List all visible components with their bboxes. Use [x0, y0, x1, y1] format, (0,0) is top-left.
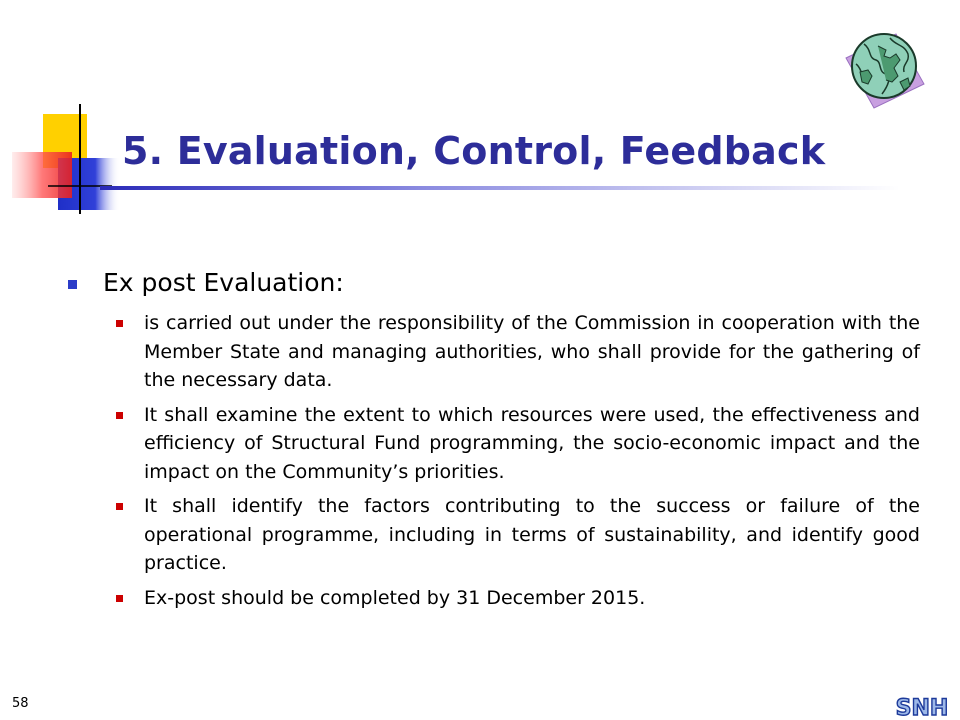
globe-icon	[838, 28, 928, 114]
list-item-text: is carried out under the responsibility of the Commission in cooperation with the Member State and managing authorities, who shall provide for the gathering of the necessary data.	[144, 312, 920, 391]
section-heading: Ex post Evaluation:	[103, 268, 344, 297]
square-bullet-icon	[116, 412, 123, 419]
slide-title: 5. Evaluation, Control, Feedback	[122, 129, 826, 173]
snh-logo	[888, 694, 956, 720]
list-item-text: It shall identify the factors contributing to the success or failure of the operational programme, including in terms of sustainability, and identify good practice.	[144, 495, 920, 574]
decorative-squares-graphic	[0, 100, 140, 220]
list-item	[112, 584, 920, 613]
square-bullet-icon	[68, 280, 77, 289]
square-bullet-icon	[116, 595, 123, 602]
list-item-text: It shall examine the extent to which resources were used, the effectiveness and efficiency of Structural Fund programming, the socio-economic impact and the impact on the Community’s priorities.	[144, 403, 920, 483]
logo-text: SNH	[895, 696, 949, 720]
bullet-list	[112, 309, 920, 618]
page-number: 58	[12, 696, 29, 711]
list-item-text: Ex-post should be completed by 31 December 2015.	[144, 586, 646, 609]
square-bullet-icon	[116, 503, 123, 510]
list-item	[112, 492, 920, 578]
red-square	[12, 152, 72, 198]
list-item	[112, 309, 920, 395]
title-underline	[100, 186, 900, 190]
list-item	[112, 401, 920, 487]
square-bullet-icon	[116, 320, 123, 327]
